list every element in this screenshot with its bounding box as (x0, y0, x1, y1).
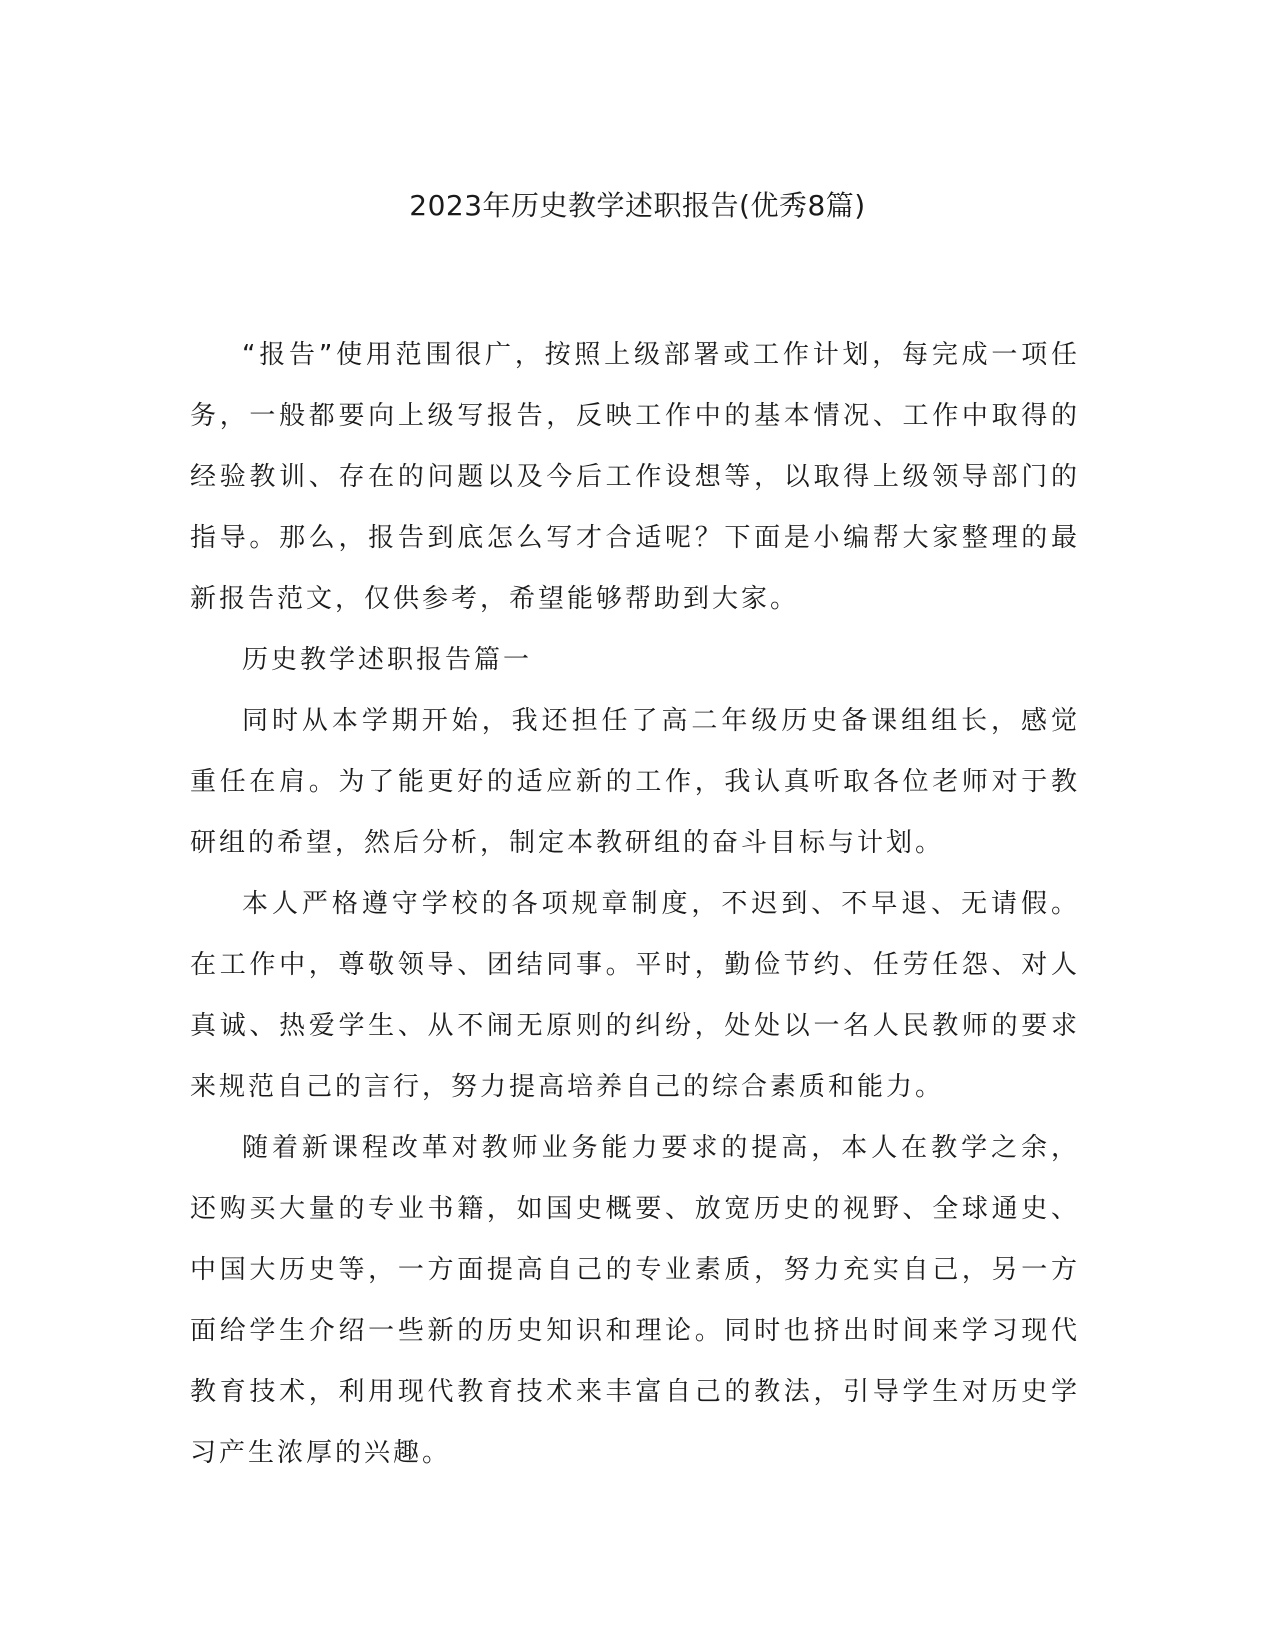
body-paragraph: 同时从本学期开始，我还担任了高二年级历史备课组组长，感觉重任在肩。为了能更好的适应新的工作，我认真听取各位老师对于教研组的希望，然后分析，制定本教研组的奋斗目标与计划。 (190, 706, 1080, 858)
document-body (190, 325, 1080, 1484)
intro-paragraph: “报告”使用范围很广，按照上级部署或工作计划，每完成一项任务，一般都要向上级写报告，反映工作中的基本情况、工作中取得的经验教训、存在的问题以及今后工作设想等，以取得上级领导部门的指导。那么，报告到底怎么写才合适呢？下面是小编帮大家整理的最新报告范文，仅供参考，希望能够帮助到大家。 (190, 340, 1080, 614)
body-paragraph: 本人严格遵守学校的各项规章制度，不迟到、不早退、无请假。在工作中，尊敬领导、团结同事。平时，勤俭节约、任劳任怨、对人真诚、热爱学生、从不闹无原则的纠纷，处处以一名人民教师的要求来规范自己的言行，努力提高培养自己的综合素质和能力。 (190, 889, 1080, 1102)
body-paragraph: 随着新课程改革对教师业务能力要求的提高，本人在教学之余，还购买大量的专业书籍，如国史概要、放宽历史的视野、全球通史、中国大历史等，一方面提高自己的专业素质，努力充实自己，另一方面给学生介绍一些新的历史知识和理论。同时也挤出时间来学习现代教育技术，利用现代教育技术来丰富自己的教法，引导学生对历史学习产生浓厚的兴趣。 (190, 1133, 1080, 1468)
document-title: 2023年历史教学述职报告(优秀8篇) (409, 189, 866, 222)
section-heading: 历史教学述职报告篇一 (242, 645, 533, 675)
